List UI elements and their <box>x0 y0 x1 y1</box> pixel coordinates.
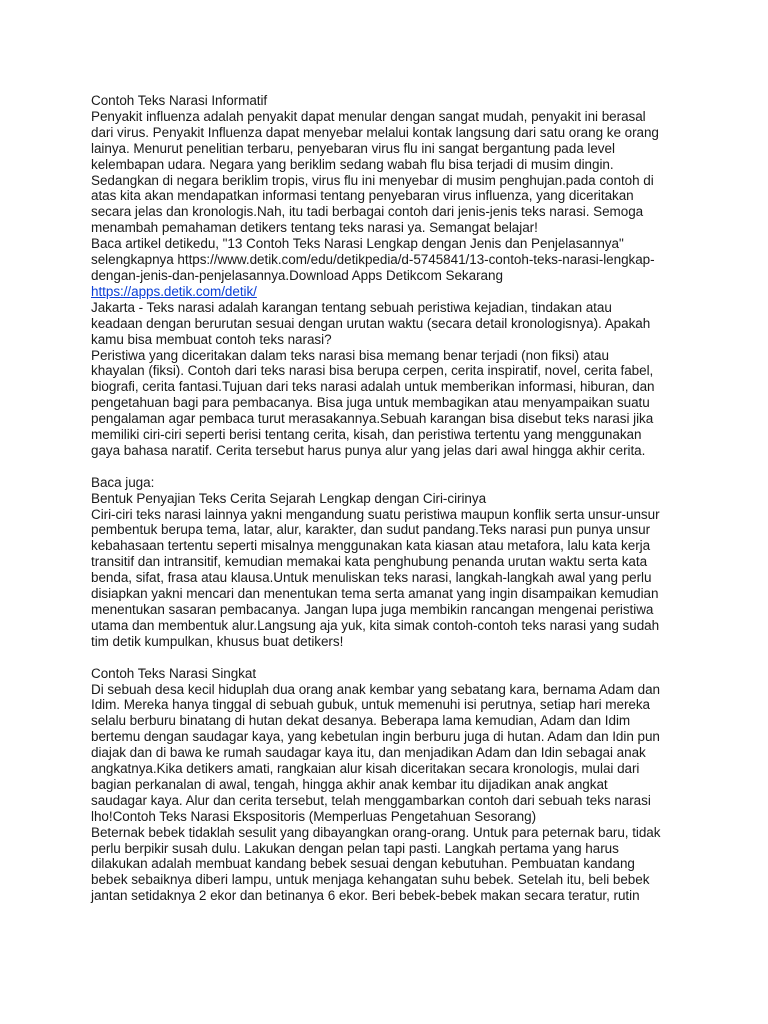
text-line: pengalaman agar pembaca turut merasakannya.Sebuah karangan bisa disebut teks narasi jika <box>91 411 654 427</box>
text-line: pembentuk berupa tema, latar, alur, karakter, dan sudut pandang.Teks narasi pun punya unsur <box>91 522 651 538</box>
text-line: Baca juga: <box>91 474 155 490</box>
text-line: dari virus. Penyakit Influenza dapat menyebar melalui kontak langsung dari satu orang ke orang <box>91 124 659 140</box>
text-line: Ciri-ciri teks narasi lainnya yakni mengandung suatu peristiwa maupun konflik serta unsur-unsur <box>91 506 660 522</box>
text-line: Idim. Mereka hanya tinggal di sebuah gubuk, untuk memenuhi isi perutnya, setiap hari mereka <box>91 697 651 713</box>
text-line: bertemu dengan saudagar kaya, yang kebetulan ingin berburu juga di hutan. Adam dan Idin pun <box>91 729 660 745</box>
text-line: Baca artikel detikedu, "13 Contoh Teks Narasi Lengkap dengan Jenis dan Penjelasannya" <box>91 236 624 252</box>
text-line: tim detik kumpulkan, khusus buat detikers! <box>91 633 344 649</box>
text-line: menambah pemahaman detikers tentang teks narasi ya. Semangat belajar! <box>91 220 538 236</box>
paragraph-gap <box>91 459 691 475</box>
text-line: Di sebuah desa kecil hiduplah dua orang anak kembar yang sebatang kara, bernama Adam dan <box>91 681 660 697</box>
text-line: disiapkan yakni mencari dan menentukan tema serta amanat yang ingin disampaikan kemudian <box>91 586 659 602</box>
text-line: bagian perkanalan di awal, tengah, hingga akhir anak kembar itu dijadikan anak angkat <box>91 776 608 792</box>
text-line: dilakukan adalah membuat kandang bebek sesuai dengan kebutuhan. Pembuatan kandang <box>91 856 635 872</box>
text-line: utama dan membentuk alur.Langsung aja yuk, kita simak contoh-contoh teks narasi yang sudah <box>91 617 660 633</box>
text-line: saudagar kaya. Alur dan cerita tersebut, telah menggambarkan contoh dari sebuah teks narasi <box>91 792 651 808</box>
text-line: selengkapnya https://www.detik.com/edu/detikpedia/d-5745841/13-contoh-teks-narasi-lengkap- <box>91 252 655 268</box>
text-line: angkatnya.Kika detikers amati, rangkaian alur kisah diceritakan secara kronologis, mulai dari <box>91 761 640 777</box>
text-line: khayalan (fiksi). Contoh dari teks narasi bisa berupa cerpen, cerita inspiratif, novel, cerita fabel, <box>91 363 654 379</box>
text-line: selalu berburu binatang di hutan dekat desanya. Beberapa lama kemudian, Adam dan Idim <box>91 713 631 729</box>
text-line: atas kita akan mendapatkan informasi tentang penyebaran virus influenza, yang diceritakan <box>91 188 634 204</box>
text-line: perlu berpikir susah dulu. Lakukan dengan pelan tapi pasti. Langkah pertama yang harus <box>91 840 619 856</box>
text-line: secara jelas dan kronologis.Nah, itu tadi berbagai contoh dari jenis-jenis teks narasi. Semoga <box>91 204 644 220</box>
text-line: Bentuk Penyajian Teks Cerita Sejarah Lengkap dengan Ciri-cirinya <box>91 490 487 506</box>
text-line: lainya. Menurut penelitian terbaru, penyebaran virus flu ini sangat bergantung pada level <box>91 140 615 156</box>
text-line: kelembapan udara. Negara yang beriklim sedang wabah flu bisa terjadi di musim dingin. <box>91 156 614 172</box>
text-line: benda, sifat, frasa atau klausa.Untuk menuliskan teks narasi, langkah-langkah awal yang perlu <box>91 570 652 586</box>
text-line: kamu bisa membuat contoh teks narasi? <box>91 331 332 347</box>
text-line: menentukan sasaran pembacanya. Jangan lupa juga membikin rancangan mengenai peristiwa <box>91 601 654 617</box>
text-line: pengetahuan bagi para pembacanya. Bisa juga untuk membagikan atau menyampaikan suatu <box>91 395 650 411</box>
text-line: memiliki ciri-ciri seperti berisi tentang cerita, kisah, dan peristiwa tertentu yang menggunakan <box>91 427 642 443</box>
text-line: lho!Contoh Teks Narasi Ekspositoris (Memperluas Pengetahuan Sesorang) <box>91 808 537 824</box>
text-line: Contoh Teks Narasi Informatif <box>91 93 268 108</box>
text-line: diajak dan di bawa ke rumah saudagar kaya itu, dan menjadikan Adam dan Idin sebagai anak <box>91 745 646 761</box>
text-line: bebek sebaiknya diberi lampu, untuk menjaga kehangatan suhu bebek. Setelah itu, beli bebek <box>91 872 650 888</box>
text-line: Contoh Teks Narasi Singkat <box>91 665 257 681</box>
text-line: Jakarta - Teks narasi adalah karangan tentang sebuah peristiwa kejadian, tindakan atau <box>91 299 612 315</box>
text-line: Peristiwa yang diceritakan dalam teks narasi bisa memang benar terjadi (non fiksi) atau <box>91 347 609 363</box>
text-line: biografi, cerita fantasi.Tujuan dari teks narasi adalah untuk memberikan informasi, hiburan, dan <box>91 379 655 395</box>
text-line: dengan-jenis-dan-penjelasannya.Download Apps Detikcom Sekarang <box>91 267 503 283</box>
download-apps-link[interactable]: https://apps.detik.com/detik/ <box>91 283 257 299</box>
text-line: Penyakit influenza adalah penyakit dapat menular dengan sangat mudah, penyakit ini berasal <box>91 108 646 124</box>
text-line: keadaan dengan berurutan sesuai dengan urutan waktu (secara detail kronologisnya). Apakah <box>91 315 651 331</box>
document-page <box>91 93 691 904</box>
text-line: Sedangkan di negara beriklim tropis, virus flu ini menyebar di musim penghujan.pada contoh di <box>91 172 654 188</box>
text-line: Beternak bebek tidaklah sesulit yang dibayangkan orang-orang. Untuk para peternak baru, tidak <box>91 824 661 840</box>
text-line: transitif dan intransitif, kemudian memakai kata penghubung penanda urutan waktu serta kata <box>91 554 648 570</box>
text-line: jantan setidaknya 2 ekor dan betinanya 6 ekor. Beri bebek-bebek makan secara teratur, rutin <box>91 888 640 904</box>
text-line: gaya bahasa naratif. Cerita tersebut harus punya alur yang jelas dari awal hingga akhir cerita. <box>91 442 646 458</box>
paragraph-gap <box>91 650 691 666</box>
text-line: kebahasaan tertentu seperti misalnya menggunakan kata kiasan atau metafora, lalu kata kerja <box>91 538 651 554</box>
